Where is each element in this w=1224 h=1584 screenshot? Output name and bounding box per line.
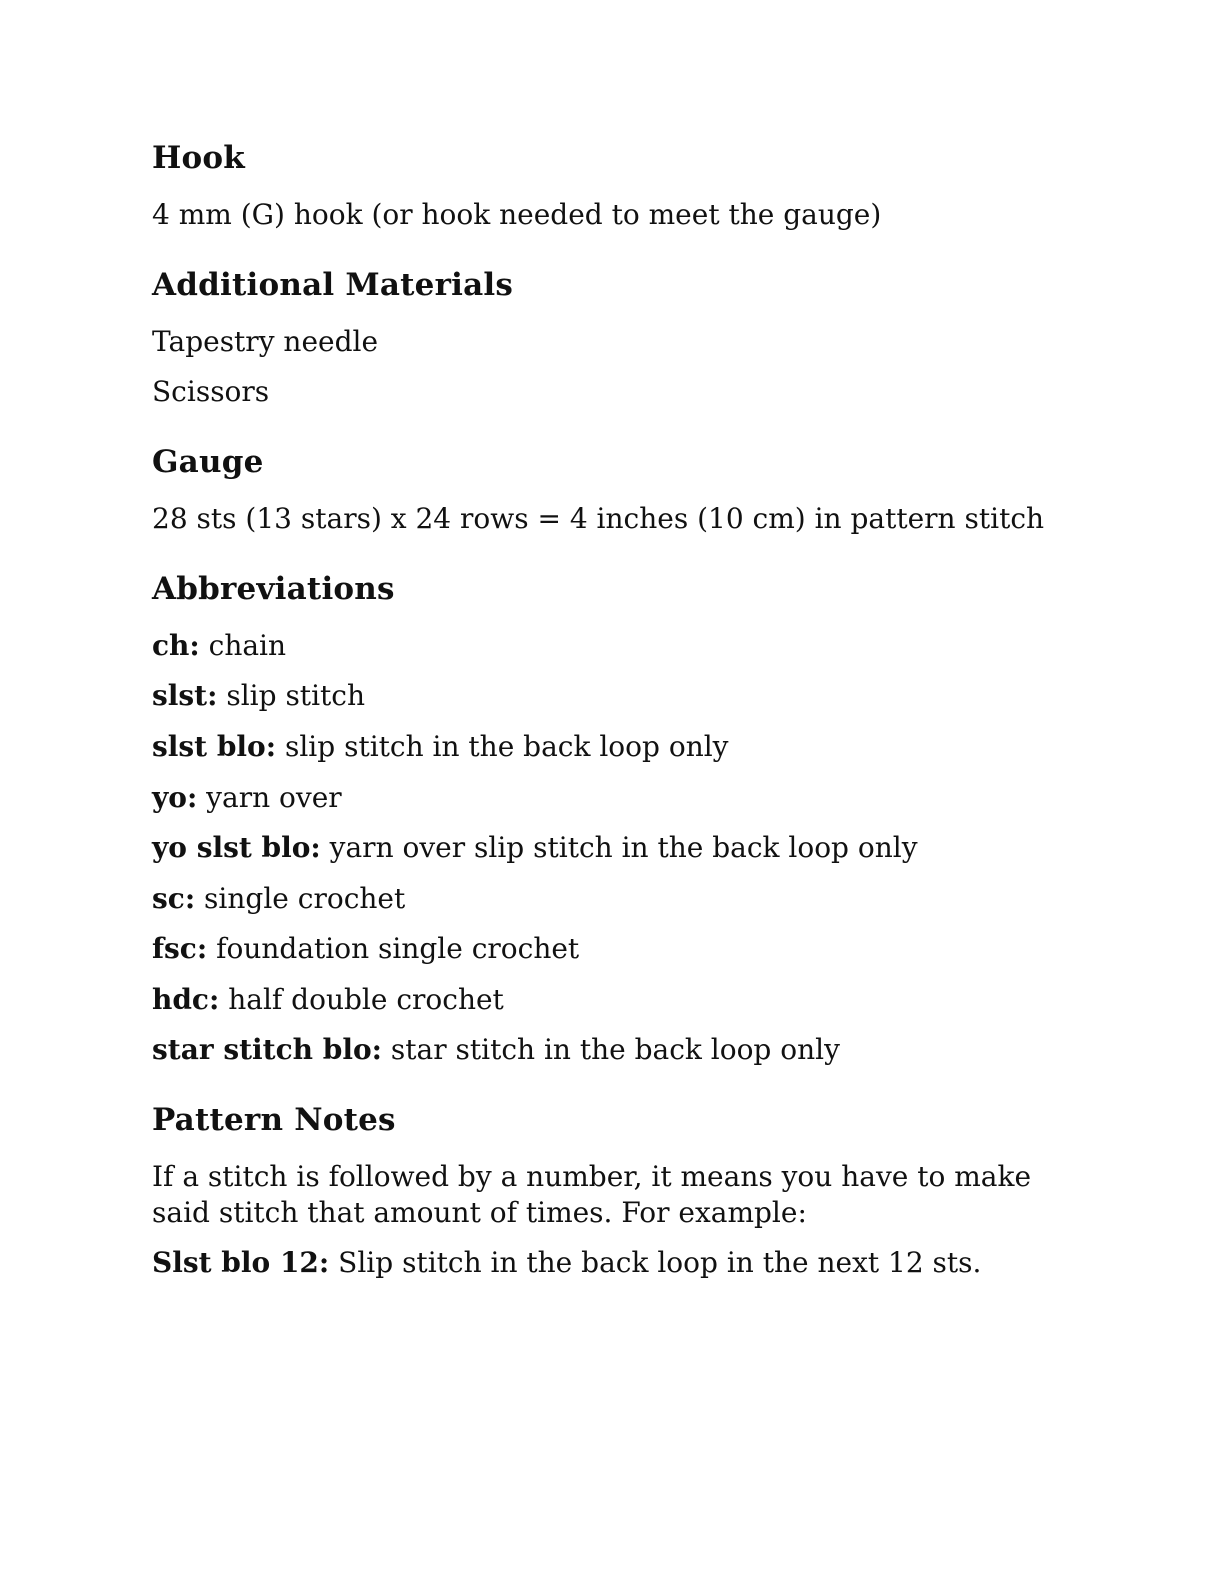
abbreviation-definition: foundation single crochet: [207, 932, 580, 966]
materials-heading: Additional Materials: [152, 266, 514, 303]
materials-section: [152, 267, 1072, 410]
example-term: Slst blo 12:: [152, 1246, 330, 1280]
abbreviation-definition: single crochet: [195, 881, 406, 915]
gauge-section: [152, 444, 1072, 537]
example-text: Slip stitch in the back loop in the next 12 sts.: [329, 1246, 982, 1280]
hook-heading: Hook: [152, 140, 245, 176]
document-page: [152, 140, 1072, 1315]
abbreviation-term: ch:: [152, 628, 200, 662]
abbreviation-term: slst:: [152, 679, 218, 713]
abbreviation-term: star stitch blo:: [152, 1033, 382, 1067]
abbreviations-section: [152, 571, 1072, 1068]
abbreviation-item: [152, 830, 1072, 866]
abbreviation-definition: yarn over: [197, 780, 342, 814]
abbreviation-term: yo:: [152, 780, 198, 814]
material-item: Tapestry needle: [152, 324, 379, 358]
notes-text: If a stitch is followed by a number, it means you have to make said stitch that amount of times. For example:: [152, 1160, 1032, 1229]
hook-text: 4 mm (G) hook (or hook needed to meet the gauge): [152, 198, 882, 232]
abbreviation-item: [152, 729, 1072, 765]
abbreviation-term: sc:: [152, 881, 196, 915]
abbreviation-item: [152, 1032, 1072, 1068]
notes-section: [152, 1102, 1072, 1281]
abbreviation-item: [152, 780, 1072, 816]
gauge-heading: Gauge: [152, 444, 264, 481]
gauge-text: 28 sts (13 stars) x 24 rows = 4 inches (10 cm) in pattern stitch: [152, 502, 1045, 536]
abbreviation-item: [152, 982, 1072, 1018]
abbreviation-definition: half double crochet: [219, 982, 504, 1016]
material-item: Scissors: [152, 375, 270, 409]
abbreviation-term: yo slst blo:: [152, 831, 321, 865]
notes-heading: Pattern Notes: [152, 1101, 396, 1138]
abbreviation-item: [152, 881, 1072, 917]
abbreviation-definition: chain: [199, 628, 287, 662]
notes-example: [152, 1245, 1072, 1281]
abbreviation-item: [152, 931, 1072, 967]
abbreviation-term: slst blo:: [152, 730, 277, 764]
abbreviation-item: [152, 678, 1072, 714]
abbreviation-definition: star stitch in the back loop only: [382, 1033, 840, 1067]
hook-section: [152, 140, 1072, 233]
abbreviation-term: fsc:: [152, 932, 208, 966]
abbreviation-item: [152, 628, 1072, 664]
abbreviation-term: hdc:: [152, 982, 220, 1016]
abbreviations-heading: Abbreviations: [152, 570, 395, 607]
abbreviation-definition: yarn over slip stitch in the back loop only: [320, 831, 918, 865]
abbreviation-definition: slip stitch in the back loop only: [276, 730, 729, 764]
abbreviation-definition: slip stitch: [217, 679, 365, 713]
